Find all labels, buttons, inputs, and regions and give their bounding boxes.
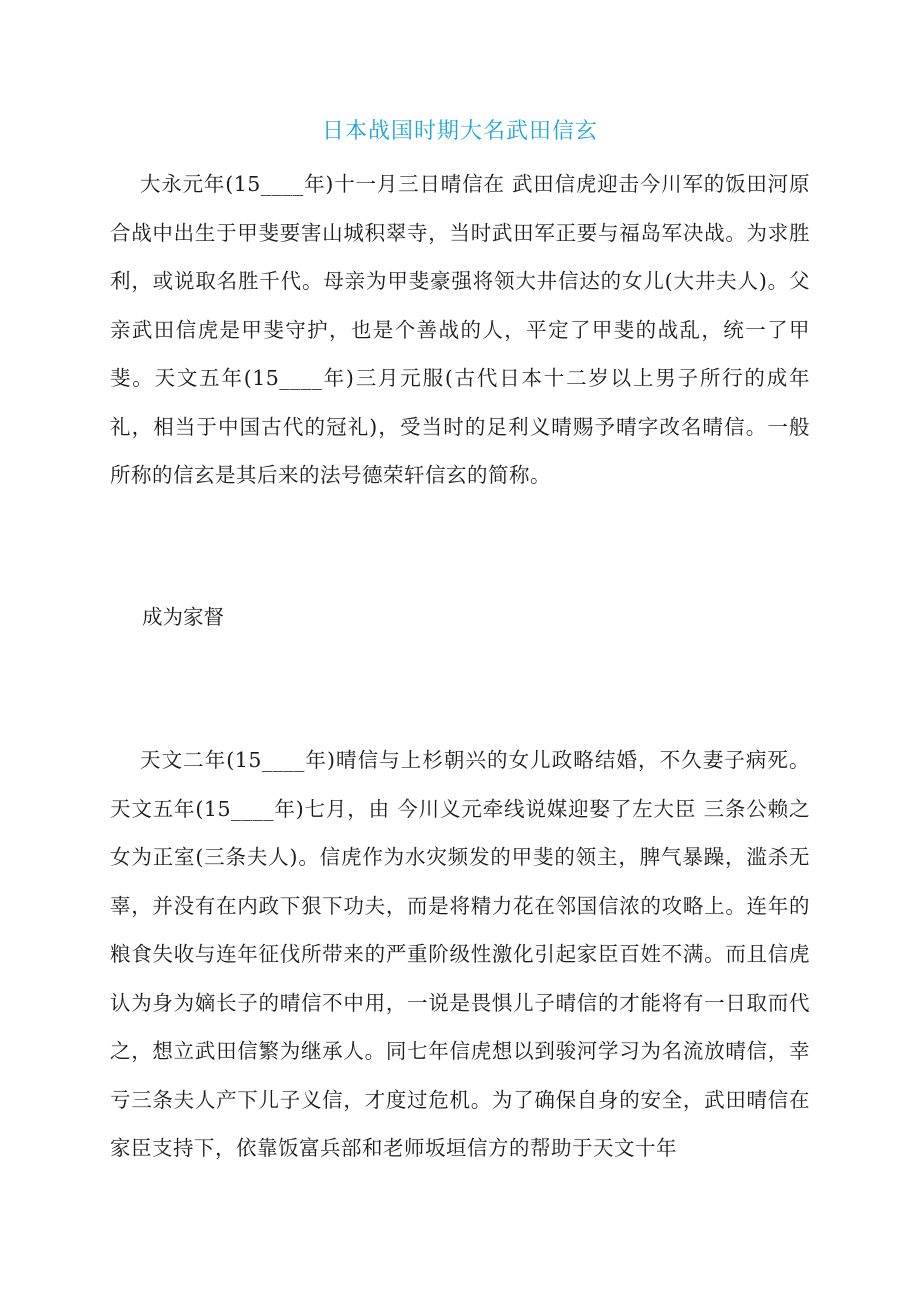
document-title: 日本战国时期大名武田信玄 bbox=[321, 119, 598, 144]
section-heading: 成为家督 bbox=[142, 605, 224, 629]
intro-paragraph: 大永元年(15____年)十一月三日晴信在 武田信虎迎击今川军的饭田河原合战中出生于甲斐要害山城积翠寺，当时武田军正要与福岛军决战。为求胜利，或说取名胜千代。母亲为甲斐豪强将领大井信达的女儿(大井夫人)。父亲武田信虎是甲斐守护，也是个善战的人，平定了甲斐的战乱，统一了甲斐。天文五年(15____年)三月元服(古代日本十二岁以上男子所行的成年礼，相当于中国古代的冠礼)，受当时的足利义晴赐予晴字改名晴信。一般所称的信玄是其后来的法号德荣轩信玄的简称。 bbox=[110, 172, 810, 487]
section-paragraph: 天文二年(15____年)晴信与上杉朝兴的女儿政略结婚，不久妻子病死。天文五年(15____年)七月，由 今川义元牵线说媒迎娶了左大臣 三条公赖之女为正室(三条夫人)。信虎作为水灾频发的甲斐的领主，脾气暴躁，滥杀无辜，并没有在内政下狠下功夫，而是将精力花在邻国信浓的攻略上。连年的粮食失收与连年征伐所带来的严重阶级性激化引起家臣百姓不满。而且信虎认为身为嫡长子的晴信不中用，一说是畏惧儿子晴信的才能将有一日取而代之，想立武田信繁为继承人。同七年信虎想以到骏河学习为名流放晴信，幸亏三条夫人产下儿子义信，才度过危机。为了确保自身的安全，武田晴信在家臣支持下，依靠饭富兵部和老师坂垣信方的帮助于天文十年 bbox=[110, 748, 810, 1160]
